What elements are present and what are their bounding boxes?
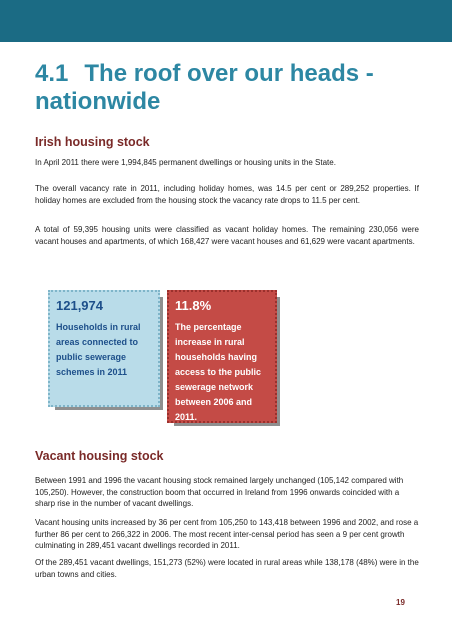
callout-value: 11.8% — [175, 298, 212, 313]
paragraph: Vacant housing units increased by 36 per cent from 105,250 to 143,418 between 1996 and 2002, and rose a further 86 per cent to 266,322 in 2006. The most recent inter-censal period has seen a 9 per cent growth culminating in 289,451 vacant dwellings recorded in 2011. — [35, 518, 419, 550]
callout-box-rural-sewerage — [48, 290, 160, 407]
paragraph: Of the 289,451 vacant dwellings, 151,273 (52%) were located in rural areas while 138,178 (48%) were in the urban towns and cities. — [35, 558, 419, 579]
section-number: 4.1 — [35, 60, 69, 87]
paragraph: The overall vacancy rate in 2011, including holiday homes, was 14.5 per cent or 289,252 properties. If holiday homes are excluded from the housing stock the vacancy rate drops to 11.5 per cent. — [35, 184, 419, 205]
paragraph: Between 1991 and 1996 the vacant housing stock remained largely unchanged (105,142 compared with 105,250). However, the construction boom that occurred in Ireland from 1996 onwards coincided with a sharp rise in the number of vacant dwellings. — [35, 476, 404, 508]
callout-value: 121,974 — [56, 298, 103, 313]
section-title: The roof over our heads - nationwide — [35, 60, 374, 115]
subheading-vacant-housing-stock: Vacant housing stock — [35, 449, 164, 463]
paragraph: A total of 59,395 housing units were classified as vacant holiday homes. The remaining 230,056 were vacant houses and apartments, of which 168,427 were vacant houses and 61,629 were vacant apartments. — [35, 225, 419, 246]
subheading-irish-housing-stock: Irish housing stock — [35, 135, 150, 149]
page-number: 19 — [396, 598, 405, 607]
paragraph: In April 2011 there were 1,994,845 permanent dwellings or housing units in the State. — [35, 158, 336, 167]
callout-text: The percentage increase in rural households having access to the public sewerage network between 2006 and 2011. — [175, 322, 262, 422]
header-bar — [0, 0, 452, 42]
page-title — [35, 60, 425, 116]
callout-text: Households in rural areas connected to public sewerage schemes in 2011 — [56, 322, 141, 377]
callout-box-percentage-increase — [167, 290, 277, 423]
